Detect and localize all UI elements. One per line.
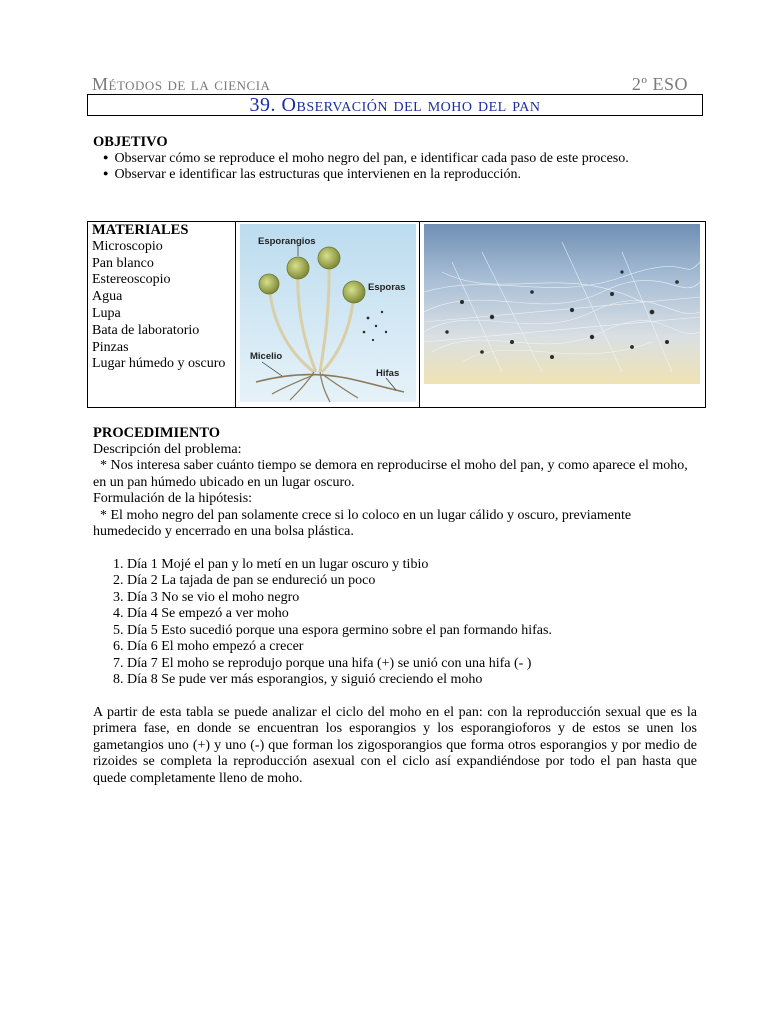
- mold-diagram-cell: [236, 222, 420, 407]
- procedimiento-section: [93, 425, 703, 787]
- label-esporangios: Esporangios: [258, 236, 316, 247]
- conclusion-paragraph: A partir de esta tabla se puede analizar el ciclo del moho en el pan: con la reproducción sexual que es la primera fase, en donde se encuentran los esporangios y los esporangioforos y de estos se unen los gametangios uno (+) y uno (-) que forman los zigosporangios que forma otros esporangios y por medio de rizoides se completa la reproducción asexual con el ciclo así expandiéndose por todo el pan hasta que quede completamente lleno de moho.: [93, 704, 697, 786]
- label-hifas: Hifas: [376, 368, 400, 379]
- sporangium-mark: [287, 257, 309, 279]
- objetivo-section: [93, 134, 703, 184]
- label-micelio: Micelio: [250, 351, 283, 362]
- sporangium-mark: [343, 281, 365, 303]
- materiales-table: [87, 221, 706, 408]
- mold-diagram-illustration: [236, 222, 420, 407]
- header-subject: Métodos de la ciencia: [92, 74, 271, 94]
- materiales-heading: MATERIALES: [92, 222, 189, 238]
- material-item: Microscopio: [92, 238, 163, 254]
- material-item: Estereoscopio: [92, 272, 171, 288]
- material-item: Pan blanco: [92, 255, 154, 271]
- step-item: 8. Día 8 Se pude ver más esporangios, y siguió creciendo el moho: [127, 672, 703, 689]
- label-esporas: Esporas: [368, 282, 406, 293]
- objetivo-list: [93, 151, 703, 184]
- material-item: Lugar húmedo y oscuro: [92, 356, 226, 372]
- step-item: 4. Día 4 Se empezó a ver moho: [127, 606, 703, 623]
- objetivo-item: ● Observar e identificar las estructuras que intervienen en la reproducción.: [103, 167, 703, 184]
- descripcion-label: Descripción del problema:: [93, 441, 242, 457]
- materiales-list: [88, 222, 236, 407]
- header-grade: 2º ESO: [631, 74, 688, 94]
- step-item: 6. Día 6 El moho empezó a crecer: [127, 639, 703, 656]
- procedimiento-steps: [93, 557, 703, 689]
- material-item: Lupa: [92, 305, 121, 321]
- hipotesis-text: * El moho negro del pan solamente crece si lo coloco en un lugar cálido y oscuro, previamente humedecido y encerrado en una bolsa plástica.: [93, 507, 635, 539]
- step-item: 3. Día 3 No se vio el moho negro: [127, 590, 703, 607]
- step-item: 5. Día 5 Esto sucedió porque una espora germino sobre el pan formando hifas.: [127, 623, 703, 640]
- material-item: Agua: [92, 289, 123, 305]
- procedimiento-heading: PROCEDIMIENTO: [93, 425, 221, 441]
- document-title: 39. Observación del moho del pan: [87, 94, 703, 116]
- mold-photo-image: [422, 222, 704, 407]
- material-item: Bata de laboratorio: [92, 322, 200, 338]
- sporangium-mark: [259, 274, 279, 294]
- material-item: Pinzas: [92, 339, 129, 355]
- objetivo-item: ● Observar cómo se reproduce el moho negro del pan, e identificar cada paso de este proceso.: [103, 151, 703, 168]
- objetivo-heading: OBJETIVO: [93, 134, 168, 150]
- mold-photo-cell: [420, 222, 705, 407]
- step-item: 1. Día 1 Mojé el pan y lo metí en un lugar oscuro y tibio: [127, 557, 703, 574]
- hipotesis-label: Formulación de la hipótesis:: [93, 491, 253, 506]
- sporangium-mark: [318, 247, 340, 269]
- descripcion-text: * Nos interesa saber cuánto tiempo se demora en reproducirse el moho del pan, y como aparece el moho, en un pan húmedo ubicado en un lugar oscuro.: [93, 458, 692, 490]
- step-item: 7. Día 7 El moho se reprodujo porque una hifa (+) se unió con una hifa (- ): [127, 656, 703, 673]
- page-header: [88, 72, 694, 94]
- step-item: 2. Día 2 La tajada de pan se endureció un poco: [127, 573, 703, 590]
